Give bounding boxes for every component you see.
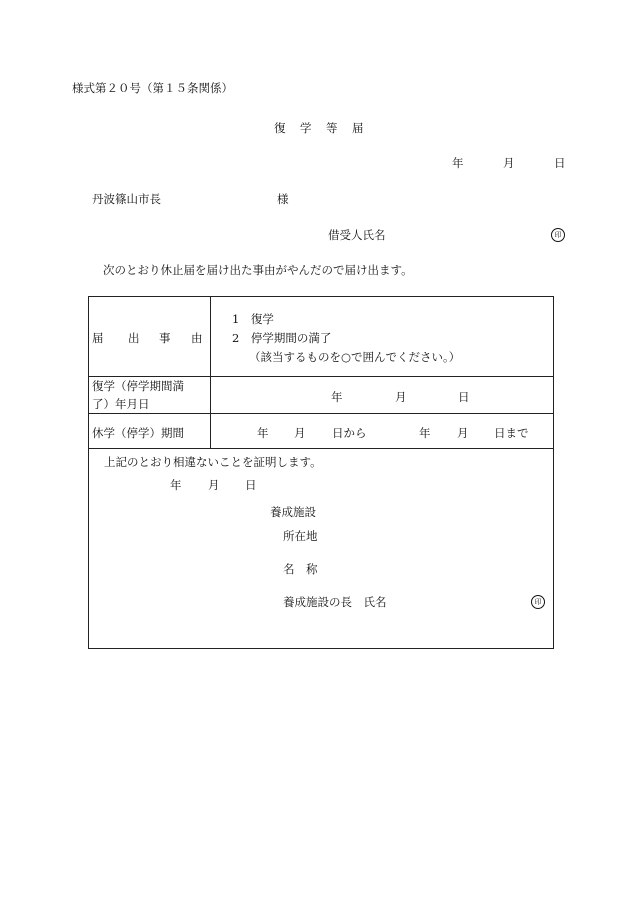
reason-option-return: 1 復学	[232, 312, 274, 326]
leave-from-day: 日から	[332, 426, 367, 440]
date-month: 月	[503, 156, 515, 170]
form-id: 様式第２０号（第１５条関係）	[72, 81, 233, 95]
certification-text: 上記のとおり相違ないことを証明します。	[104, 455, 322, 469]
reason-option-suspension-end: 2 停学期間の満了	[232, 331, 332, 345]
certify-day: 日	[245, 478, 257, 492]
title-char: 学	[300, 121, 312, 135]
reason-label-char: 事	[159, 331, 171, 345]
facility-director-label: 養成施設の長 氏名	[283, 595, 387, 609]
leave-period-label: 休学（停学）期間	[92, 426, 184, 440]
date-day: 日	[554, 156, 566, 170]
addressee-name: 丹波篠山市長	[92, 192, 161, 206]
facility-location-label: 所在地	[283, 529, 318, 543]
certify-year: 年	[170, 478, 182, 492]
reason-label-char: 出	[128, 331, 140, 345]
return-date-label: 了）年月日	[92, 397, 150, 411]
leave-to-day: 日まで	[494, 426, 529, 440]
reason-label-char: 届	[92, 331, 104, 345]
borrower-name-label: 借受人氏名	[328, 228, 386, 242]
return-date-month: 月	[395, 390, 407, 404]
facility-label: 養成施設	[270, 505, 316, 519]
return-date-day: 日	[458, 390, 470, 404]
title-char: 等	[326, 121, 338, 135]
borrower-seal-icon: 印	[551, 228, 565, 242]
title-char: 届	[352, 121, 364, 135]
leave-from-year: 年	[257, 426, 269, 440]
date-year: 年	[452, 156, 464, 170]
return-date-year: 年	[331, 390, 343, 404]
intro-text: 次のとおり休止届を届け出た事由がやんだので届け出ます。	[103, 263, 413, 277]
reason-note: （該当するものを○で囲んでください。）	[249, 350, 461, 364]
leave-to-month: 月	[457, 426, 469, 440]
title-char: 復	[274, 121, 286, 135]
director-seal-icon: 印	[531, 595, 545, 609]
reason-label-char: 由	[191, 331, 203, 345]
certify-month: 月	[208, 478, 220, 492]
form-table	[88, 296, 554, 649]
leave-from-month: 月	[294, 426, 306, 440]
leave-to-year: 年	[419, 426, 431, 440]
facility-name-label: 名 称	[283, 562, 318, 576]
addressee-suffix: 様	[277, 192, 289, 206]
return-date-label: 復学（停学期間満	[92, 379, 184, 393]
